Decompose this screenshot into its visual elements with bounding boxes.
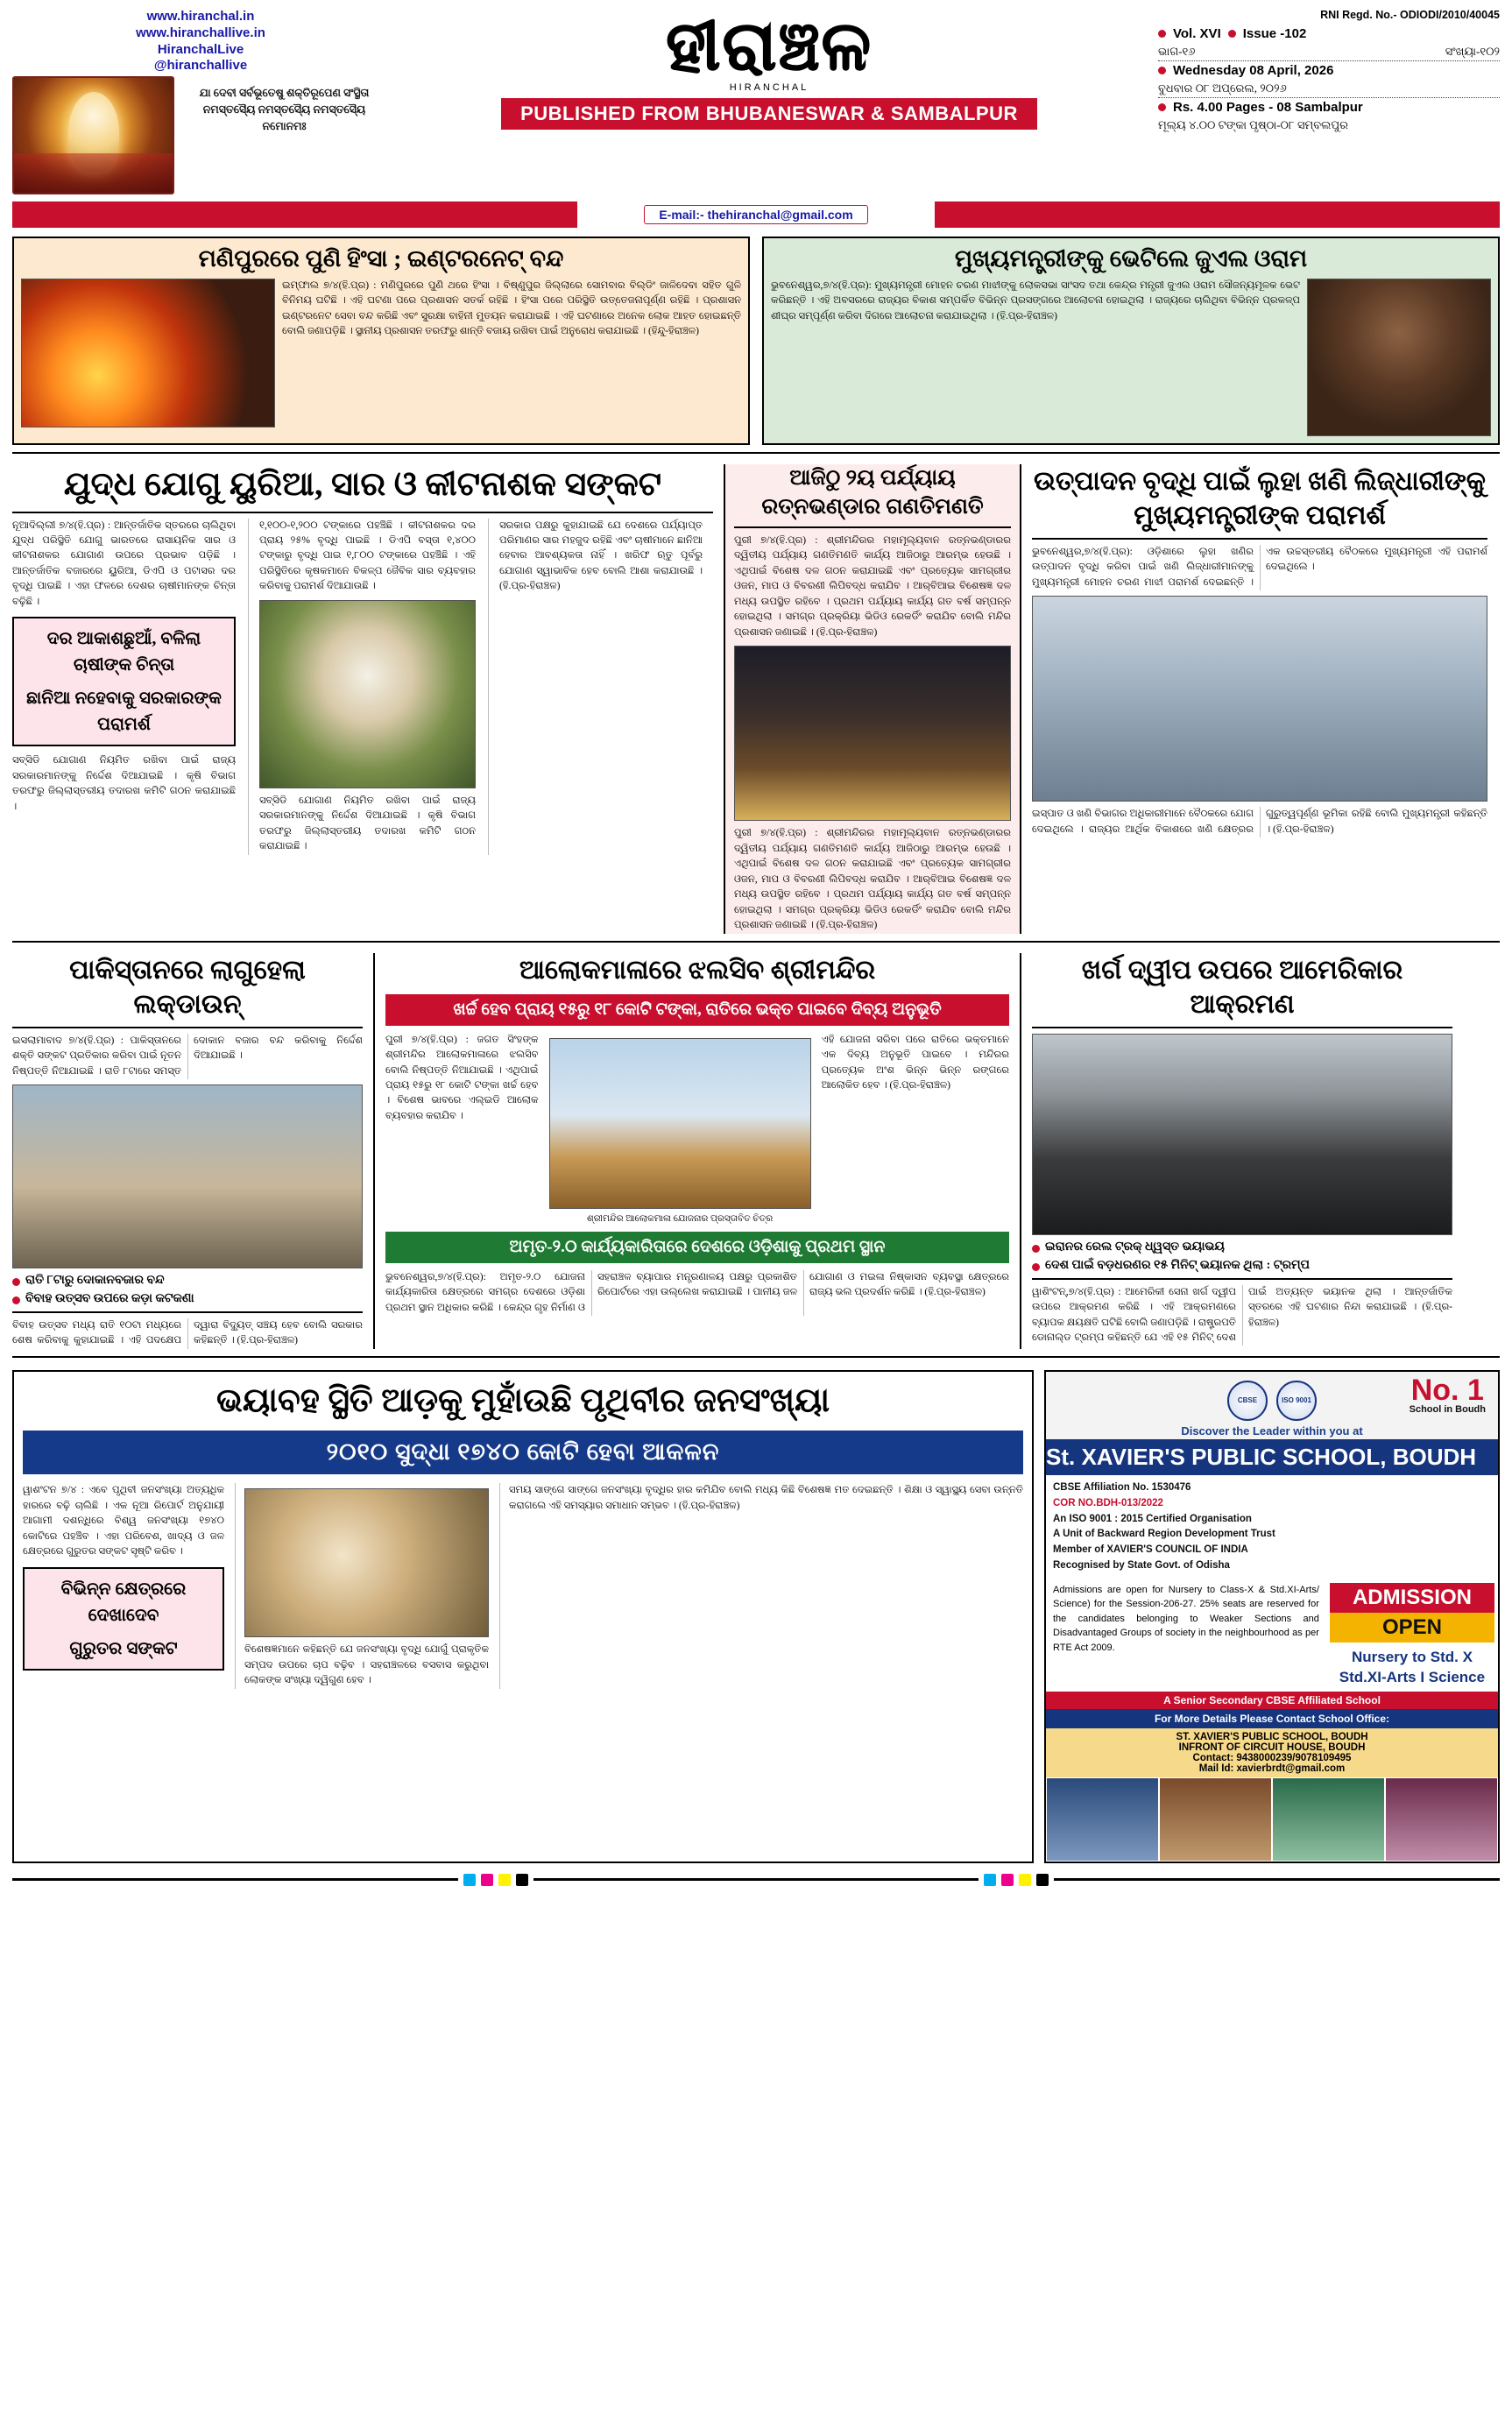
ad-photo-1	[1046, 1777, 1159, 1862]
bullet-icon	[1158, 67, 1166, 74]
lead-sidebox	[12, 617, 236, 746]
bullet-icon	[12, 1296, 20, 1304]
divider	[12, 1027, 363, 1028]
story-manipur	[12, 237, 750, 445]
iron-body-1: ଭୁବନେଶ୍ୱର,୭/୪(ହି.ପ୍ର): ଓଡ଼ିଶାରେ ଲୁହା ଖଣିର ଉତ୍ପାଦନ ବୃଦ୍ଧି କରିବା ପାଇଁ ଖଣି ଲିଜ୍‌ଧାରୀମାନଙ୍କୁ ମୁଖ୍ୟମନ୍ତ୍ରୀ ମୋହନ ଚରଣ ମାଝୀ ପରାମର୍ଶ ଦେଇଛନ୍ତି । ଏକ ଉଚ୍ଚସ୍ତରୀୟ ବୈଠକରେ ମୁଖ୍ୟମନ୍ତ୍ରୀ ଏହି ପରାମର୍ଶ ଦେଇଥିଲେ ।	[1032, 547, 1487, 588]
ad-no1-sub: School in Boudh	[1409, 1403, 1486, 1415]
ad-senior-secondary-badge: A Senior Secondary CBSE Affiliated School	[1046, 1692, 1498, 1709]
ad-admissions-text: Admissions are open for Nursery to Class-X & Std.XI-Arts/ Science) for the Session-206-27. 25% seats are reserved for the candidates belonging to Weaker Sections and Disadvantaged Groups of society in the neighbourhood as per RTE Act 2009.	[1053, 1584, 1319, 1653]
link-hiranchallive[interactable]: HiranchalLive	[157, 41, 244, 57]
main-content-row	[12, 464, 1500, 934]
divider	[12, 941, 1500, 943]
pakistan-body-1: ଇସଲାମାବାଦ ୭/୪(ହି.ପ୍ର) : ପାକିସ୍ତାନରେ ଶକ୍ତି ସଙ୍କଟ ପ୍ରତିକାର କରିବା ପାଇଁ ନୂତନ ନିଷ୍ପତ୍ତି ନିଆଯାଇଛି । ରାତି ୮ଟାରେ ସମସ୍ତ ଦୋକାନ ବଜାର ବନ୍ଦ କରିବାକୁ ନିର୍ଦ୍ଦେଶ ଦିଆଯାଇଛି ।	[12, 1035, 363, 1077]
ad-photo-4	[1385, 1777, 1498, 1862]
bottom-row	[12, 1370, 1500, 1863]
iron-headline: ଉତ୍ପାଦନ ବୃଦ୍ଧି ପାଇଁ ଲୁହା ଖଣି ଲିଜ୍‌ଧାରୀଙ୍କୁ ମୁଖ୍ୟମନ୍ତ୍ରୀଙ୍କ ପରାମର୍ଶ	[1034, 467, 1486, 530]
date-odia-row	[1158, 80, 1500, 97]
website-links[interactable]	[12, 9, 389, 74]
ad-course-line1: Nursery to Std. X	[1351, 1648, 1473, 1665]
cmyk-yellow-swatch	[498, 1874, 511, 1886]
ad-recognised: Recognised by State Govt. of Odisha	[1053, 1559, 1230, 1571]
bullet-icon	[1158, 30, 1166, 38]
rni-number: RNI Regd. No.- ODIODI/2010/40045	[1320, 9, 1500, 21]
fertilizer-photo	[259, 600, 476, 788]
population-story	[12, 1370, 1034, 1863]
cm-meeting-photo	[1032, 596, 1487, 802]
lead-col-1: ନୂଆଦିଲ୍ଲୀ ୭/୪(ହି.ପ୍ର) : ଆନ୍ତର୍ଜାତିକ ସ୍ତରରେ ଚାଲିଥିବା ଯୁଦ୍ଧ ପରିସ୍ଥିତି ଯୋଗୁ ଭାରତରେ ରାସାୟନିକ ସାର ଓ କୀଟନାଶକର ଯୋଗାଣ ଉପରେ ପ୍ରଭାବ ପଡ଼ିଛି । ଆନ୍ତର୍ଜାତିକ ବଜାରରେ ୟୁରିଆ, ଡିଏପି ଓ ପଟାସର ଦର ବୃଦ୍ଧି ପାଇଛି । ଏହା ଫଳରେ ଦେଶର ଚାଷୀମାନଙ୍କ ଚିନ୍ତା ବଢ଼ିଛି ।	[12, 519, 236, 607]
temple-photo-caption: ଶ୍ରୀମନ୍ଦିର ଆଲୋକମାଳା ଯୋଜନାର ପ୍ରସ୍ତାବିତ ଚିତ୍ର	[586, 1213, 774, 1224]
population-sidebox-line1: ବିଭିନ୍ନ କ୍ଷେତ୍ରରେ ଦେଖାଦେବ	[60, 1579, 187, 1625]
cmyk-magenta-swatch	[1001, 1874, 1014, 1886]
pakistan-headline: ପାକିସ୍ତାନରେ ଲାଗୁହେଲା ଲକ୍‌ଡାଉନ୍	[69, 955, 306, 1019]
iso-9001-icon: ISO 9001	[1276, 1381, 1317, 1421]
masthead-right	[1149, 9, 1500, 194]
ad-courses	[1330, 1642, 1494, 1688]
kharg-headline: ଖର୍ଗ ଦ୍ୱୀପ ଉପରେ ଆମେରିକାର ଆକ୍ରମଣ	[1081, 955, 1403, 1019]
cmyk-registration-strip	[12, 1874, 1500, 1886]
story-manipur-headline: ମଣିପୁରରେ ପୁଣି ହିଂସା ; ଇଣ୍ଟରନେଟ୍ ବନ୍ଦ	[198, 245, 564, 272]
ad-iso: An ISO 9001 : 2015 Certified Organisation	[1053, 1513, 1252, 1524]
jagannath-temple-photo	[549, 1038, 811, 1209]
newspaper-title: ହୀରାଞ୍ଚଳ	[666, 8, 873, 84]
ratna-body-bottom: ପୁରୀ ୭/୪(ହି.ପ୍ର) : ଶ୍ରୀମନ୍ଦିରର ମହାମୂଲ୍ୟବାନ ରତ୍ନଭଣ୍ଡାରର ଦ୍ୱିତୀୟ ପର୍ଯ୍ୟାୟ ଗଣତିମଣତି କାର୍ଯ୍ୟ ଆଜିଠାରୁ ଆରମ୍ଭ ହେଉଛି । ଏଥିପାଇଁ ବିଶେଷ ଦଳ ଗଠନ କରାଯାଇଛି ଏବଂ ପ୍ରତ୍ୟେକ ସାମଗ୍ରୀର ଓଜନ, ମାପ ଓ ବିବରଣୀ ଲିପିବଦ୍ଧ କରାଯିବ । ଆର୍‌ବିଆଇ ବିଶେଷଜ୍ଞ ଦଳ ମଧ୍ୟ ଉପସ୍ଥିତ ରହିବେ । ପ୍ରଥମ ପର୍ଯ୍ୟାୟ କାର୍ଯ୍ୟ ଗତ ବର୍ଷ ସମ୍ପନ୍ନ ହୋଇଥିଲା । ସମଗ୍ର ପ୍ରକ୍ରିୟା ଭିଡିଓ ରେକର୍ଡିଂ କରାଯିବ ବୋଲି ମନ୍ଦିର ପ୍ରଶାସନ ଜଣାଇଛି । (ହି.ପ୍ର-ହିରାଞ୍ଚଳ)	[734, 828, 1011, 931]
ad-cor-no: COR NO.BDH-013/2022	[1053, 1497, 1163, 1508]
pakistan-body-2: ବିବାହ ଉତ୍ସବ ମଧ୍ୟ ରାତି ୧୦ଟା ମଧ୍ୟରେ ଶେଷ କରିବାକୁ କୁହାଯାଇଛି । ଏହି ପଦକ୍ଷେପ ଦ୍ୱାରା ବିଦ୍ୟୁତ୍ ସଞ୍ଚୟ ହେବ ବୋଲି ସରକାର କହିଛନ୍ତି । (ହି.ପ୍ର-ହିରାଞ୍ଚଳ)	[12, 1319, 363, 1346]
kharg-bullet-1	[1032, 1240, 1452, 1254]
kharg-bullet-2-text: ଦେଶ ପାଇଁ ବଡ଼ଧରଣର ୧୫ ମିନିଟ୍ ଭୟାନକ ଥିଲା : ଟ୍ରମ୍ପ	[1045, 1258, 1311, 1272]
bullet-icon	[1032, 1245, 1040, 1253]
story-cm-meeting-body: ଭୁବନେଶ୍ୱର,୭/୪(ହି.ପ୍ର): ମୁଖ୍ୟମନ୍ତ୍ରୀ ମୋହନ ଚରଣ ମାଝୀଙ୍କୁ ଲୋକସଭା ସାଂସଦ ତଥା କେନ୍ଦ୍ର ମନ୍ତ୍ରୀ ଜୁଏଲ ଓରାମ ସୌଜନ୍ୟମୂଳକ ଭେଟ କରିଛନ୍ତି । ଏହି ଅବସରରେ ରାଜ୍ୟର ବିକାଶ ସମ୍ପର୍କିତ ବିଭିନ୍ନ ପ୍ରସଙ୍ଗରେ ଆଲୋଚନା ହୋଇଥିଲା । ରାଜ୍ୟରେ ଚାଲିଥିବା ବିଭିନ୍ନ ପ୍ରକଳ୍ପ ଶୀଘ୍ର ସମ୍ପୂର୍ଣ୍ଣ କରିବା ଦିଗରେ ଆଲୋଚନା କରାଯାଇଥିଲା । (ହି.ପ୍ର-ହିରାଞ୍ଚଳ)	[771, 280, 1300, 321]
ad-contact-line1: ST. XAVIER'S PUBLIC SCHOOL, BOUDH	[1176, 1731, 1368, 1742]
ratna-body-top: ପୁରୀ ୭/୪(ହି.ପ୍ର) : ଶ୍ରୀମନ୍ଦିରର ମହାମୂଲ୍ୟବାନ ରତ୍ନଭଣ୍ଡାରର ଦ୍ୱିତୀୟ ପର୍ଯ୍ୟାୟ ଗଣତିମଣତି କାର୍ଯ୍ୟ ଆଜିଠାରୁ ଆରମ୍ଭ ହେଉଛି । ଏଥିପାଇଁ ବିଶେଷ ଦଳ ଗଠନ କରାଯାଇଛି ଏବଂ ପ୍ରତ୍ୟେକ ସାମଗ୍ରୀର ଓଜନ, ମାପ ଓ ବିବରଣୀ ଲିପିବଦ୍ଧ କରାଯିବ । ଆର୍‌ବିଆଇ ବିଶେଷଜ୍ଞ ଦଳ ମଧ୍ୟ ଉପସ୍ଥିତ ରହିବେ । ପ୍ରଥମ ପର୍ଯ୍ୟାୟ କାର୍ଯ୍ୟ ଗତ ବର୍ଷ ସମ୍ପନ୍ନ ହୋଇଥିଲା । ସମଗ୍ର ପ୍ରକ୍ରିୟା ଭିଡିଓ ରେକର୍ଡିଂ କରାଯିବ ବୋଲି ମନ୍ଦିର ପ୍ରଶାସନ ଜଣାଇଛି । (ହି.ପ୍ର-ହିରାଞ୍ଚଳ)	[734, 535, 1011, 638]
link-hiranchallive-in[interactable]: www.hiranchallive.in	[136, 25, 265, 40]
bullet-icon	[1228, 30, 1236, 38]
population-blueband: ୨୦୧୦ ସୁଦ୍ଧା ୧୭୪୦ କୋଟି ହେବା ଆକଳନ	[23, 1431, 1023, 1474]
ad-contact-email[interactable]: Mail Id: xavierbrdt@gmail.com	[1198, 1763, 1346, 1774]
cmyk-cyan-swatch	[463, 1874, 476, 1886]
kharg-bullet-2	[1032, 1259, 1452, 1273]
attack-smoke-photo	[1032, 1034, 1452, 1235]
ratna-bhandar-story	[724, 464, 1021, 934]
issue-label-odia: ସଂଖ୍ୟା-୧୦୨	[1445, 45, 1500, 58]
amrit-body: ଭୁବନେଶ୍ୱର,୭/୪(ହି.ପ୍ର): ଅମୃତ-୨.୦ ଯୋଜନା କାର୍ଯ୍ୟକାରିତା କ୍ଷେତ୍ରରେ ସମଗ୍ର ଦେଶରେ ଓଡ଼ିଶା ପ୍ରଥମ ସ୍ଥାନ ଅଧିକାର କରିଛି । କେନ୍ଦ୍ର ଗୃହ ନିର୍ମାଣ ଓ ସହରାଞ୍ଚଳ ବ୍ୟାପାର ମନ୍ତ୍ରଣାଳୟ ପକ୍ଷରୁ ପ୍ରକାଶିତ ରିପୋର୍ଟରେ ଏହା ଉଲ୍ଲେଖ କରାଯାଇଛି । ପାନୀୟ ଜଳ ଯୋଗାଣ ଓ ମଇଳା ନିଷ୍କାସନ ବ୍ୟବସ୍ଥା କ୍ଷେତ୍ରରେ ରାଜ୍ୟ ଭଲ ପ୍ରଦର୍ଶନ କରିଛି । (ହି.ପ୍ର-ହିରାଞ୍ଚଳ)	[385, 1271, 1009, 1313]
story-cm-meeting	[762, 237, 1500, 445]
price-odia-row	[1158, 117, 1500, 134]
cmyk-magenta-swatch	[481, 1874, 493, 1886]
temple-body-2: ଏହି ଯୋଜନା ସରିବା ପରେ ରାତିରେ ଭକ୍ତମାନେ ଏକ ଦିବ୍ୟ ଅନୁଭୂତି ପାଇବେ । ମନ୍ଦିରର ପ୍ରତ୍ୟେକ ଅଂଶ ଭିନ୍ନ ଭିନ୍ନ ରଙ୍ଗରେ ଆଲୋକିତ ହେବ । (ହି.ପ୍ର-ହିରାଞ୍ଚଳ)	[821, 1034, 1009, 1091]
population-headline: ଭୟାବହ ସ୍ଥିତି ଆଡ଼କୁ ମୁହାଁଉଛି ପୃଥିବୀର ଜନସଂଖ୍ୟା	[215, 1381, 830, 1419]
bullet-icon	[12, 1278, 20, 1286]
footer-rule-right	[1054, 1878, 1500, 1881]
masthead-left	[12, 9, 389, 194]
amrit-greenband: ଅମୃତ-୨.୦ କାର୍ଯ୍ୟକାରିତାରେ ଦେଶରେ ଓଡ଼ିଶାକୁ ପ୍ରଥମ ସ୍ଥାନ	[385, 1232, 1009, 1263]
population-col-3: ସମୟ ସାଙ୍ଗେ ସାଙ୍ଗେ ଜନସଂଖ୍ୟା ବୃଦ୍ଧିର ହାର କମିଯିବ ବୋଲି ମଧ୍ୟ କିଛି ବିଶେଷଜ୍ଞ ମତ ଦେଇଛନ୍ତି । ଶିକ୍ଷା ଓ ସ୍ୱାସ୍ଥ୍ୟ ସେବା ଉନ୍ନତି କରାଗଲେ ଏହି ସମସ୍ୟାର ସମାଧାନ ସମ୍ଭବ । (ହି.ପ୍ର-ହିରାଞ୍ଚଳ)	[509, 1485, 1023, 1511]
ad-no1-text: No. 1	[1410, 1373, 1484, 1407]
school-advertisement[interactable]	[1044, 1370, 1500, 1863]
ad-admission-label: ADMISSION	[1330, 1583, 1494, 1613]
temple-headline: ଆଲୋକମାଳାରେ ଝଲସିବ ଶ୍ରୀମନ୍ଦିର	[519, 955, 876, 985]
cmyk-black-swatch	[516, 1874, 528, 1886]
ad-admission-block[interactable]	[1326, 1579, 1498, 1692]
footer-rule-left	[12, 1878, 458, 1881]
ratna-bhandar-photo	[734, 646, 1011, 821]
story-cm-meeting-headline: ମୁଖ୍ୟମନ୍ତ୍ରୀଙ୍କୁ ଭେଟିଲେ ଜୁଏଲ ଓରାମ	[954, 245, 1308, 272]
lead-sidebox-line2: ଛାନିଆ ନହେବାକୁ ସରକାରଙ୍କ ପରାମର୍ଶ	[26, 689, 222, 735]
goddess-image	[12, 76, 174, 194]
pakistan-bullet-1-text: ରାତି ୮ଟାରୁ ଦୋକାନବଜାର ବନ୍ଦ	[25, 1273, 165, 1287]
cmyk-yellow-swatch	[1019, 1874, 1031, 1886]
ad-contact-phone[interactable]: Contact: 9438000239/9078109495	[1192, 1752, 1352, 1763]
divider	[734, 526, 1011, 528]
ad-school-name: St. XAVIER'S PUBLIC SCHOOL, BOUDH	[1046, 1439, 1498, 1475]
kharg-bullet-1-text: ଇରାନର ରେଲ ଟ୍ରକ୍‌ ଧ୍ୱସ୍ତ ଭୟାଭୟ	[1045, 1240, 1225, 1254]
ad-photo-strip	[1046, 1777, 1498, 1862]
divider	[12, 512, 713, 513]
ad-tagline: Discover the Leader within you at	[1181, 1424, 1363, 1438]
ad-unit: A Unit of Backward Region Development Trust	[1053, 1529, 1275, 1540]
cmyk-cyan-swatch	[984, 1874, 996, 1886]
sanskrit-invocation: ଯା ଦେବୀ ସର୍ବଭୂତେଷୁ ଶକ୍ତିରୂପେଣ ସଂସ୍ଥିତା ନମସ୍ତସ୍ୟୈ ନମସ୍ତସ୍ୟୈ ନମସ୍ତସ୍ୟୈ ନମୋନମଃ	[199, 87, 370, 132]
masthead	[12, 9, 1500, 194]
cbse-logo-icon: CBSE	[1227, 1381, 1268, 1421]
lead-col-2b: ସବ୍‌ସିଡି ଯୋଗାଣ ନିୟମିତ ରଖିବା ପାଇଁ ରାଜ୍ୟ ସରକାରମାନଙ୍କୁ ନିର୍ଦ୍ଦେଶ ଦିଆଯାଇଛି । କୃଷି ବିଭାଗ ତରଫରୁ ଜିଲ୍ଲାସ୍ତରୀୟ ତଦାରଖ କମିଟି ଗଠନ କରାଯାଇଛି ।	[259, 795, 476, 852]
iron-body-2: ଇସ୍ପାତ ଓ ଖଣି ବିଭାଗର ଅଧିକାରୀମାନେ ବୈଠକରେ ଯୋଗ ଦେଇଥିଲେ । ରାଜ୍ୟର ଆର୍ଥିକ ବିକାଶରେ ଖଣି କ୍ଷେତ୍ରର ଗୁରୁତ୍ୱପୂର୍ଣ୍ଣ ଭୂମିକା ରହିଛି ବୋଲି ମୁଖ୍ୟମନ୍ତ୍ରୀ କହିଛନ୍ତି । (ହି.ପ୍ର-ହିରାଞ୍ଚଳ)	[1032, 809, 1487, 835]
masthead-center	[389, 9, 1149, 194]
date-odia: ବୁଧବାର ୦୮ ଅପ୍ରେଲ, ୨୦୨୬	[1158, 81, 1287, 95]
lead-col-2: ୧,୧୦୦-୧,୨୦୦ ଟଙ୍କାରେ ପହଞ୍ଚିଛି । କୀଟନାଶକର ଦର ପ୍ରାୟ ୨୫% ବୃଦ୍ଧି ପାଇଛି । ଡିଏପି ବସ୍ତା ୧,୪୦୦ ଟଙ୍କାରୁ ବୃଦ୍ଧି ପାଇ ୧,୮୦୦ ଟଙ୍କାରେ ପହଞ୍ଚିଛି । ଏହି ପରିସ୍ଥିତିରେ କୃଷକମାନେ ବିକଳ୍ପ ଜୈବିକ ସାର ବ୍ୟବହାର କରିବାକୁ ପରାମର୍ଶ ଦିଆଯାଉଛି ।	[259, 519, 476, 592]
pakistan-bullet-2	[12, 1292, 363, 1306]
story-manipur-body: ଇମ୍ଫାଲ ୭/୪(ହି.ପ୍ର) : ମଣିପୁରରେ ପୁଣି ଥରେ ହିଂସା । ବିଷ୍ଣୁପୁର ଜିଲ୍ଲାରେ ସୋମବାର ବିଲ୍‌ଡିଂ ଜାଳିଦେବା ସହିତ ଗୁଳି ବିନିମୟ ଘଟିଛି । ଏହି ଘଟଣା ପରେ ପ୍ରଶାସନ ସତର୍କ ରହିଛି । ହିଂସା ପରେ ପରିସ୍ଥିତି ଉତ୍ତେଜନାପୂର୍ଣ୍ଣ ରହିଛି । ପ୍ରଶାସନ ଇଣ୍ଟରନେଟ ସେବା ବନ୍ଦ କରିଛି ଏବଂ ସୁରକ୍ଷା ବାହିନୀ ମୁତୟନ କରାଯାଇଛି । ଏହି ଘଟଣାରେ ଅନେକ ଲୋକ ଆହତ ହୋଇଛନ୍ତି ବୋଲି ଜଣାପଡ଼ିଛି । ସ୍ଥାନୀୟ ପ୍ରଶାସନ ତରଫରୁ ଶାନ୍ତି ବଜାୟ ରଖିବା ପାଇଁ ଅନୁରୋଧ କରାଯାଇଛି । (ହିନ୍ଦୁ-ହିରାଞ୍ଚଳ)	[282, 280, 741, 336]
lead-story	[12, 464, 713, 934]
email-bar	[12, 201, 1500, 228]
ad-header	[1046, 1372, 1498, 1439]
date-english: Wednesday 08 April, 2026	[1173, 63, 1334, 78]
email-address[interactable]: E-mail:- thehiranchal@gmail.com	[644, 205, 867, 224]
divider	[1032, 1278, 1452, 1280]
ad-no1-badge	[1410, 1375, 1486, 1415]
ratna-headline-line1: ଆଜିଠୁ ୨ୟ ପର୍ଯ୍ୟାୟ	[789, 466, 956, 490]
issue-label: Issue -102	[1242, 26, 1307, 41]
pakistan-story	[12, 953, 363, 1349]
population-col-1: ୱାଶଂଟନ ୭/୪ : ଏବେ ପୃଥିବୀ ଜନସଂଖ୍ୟା ଅତ୍ୟଧିକ ହାରରେ ବଢ଼ି ଚାଲିଛି । ଏକ ନୂଆ ରିପୋର୍ଟ ଅନୁଯାୟୀ ଆଗାମୀ ଦଶନ୍ଧିରେ ବିଶ୍ୱ ଜନସଂଖ୍ୟା ୧୭୪୦ କୋଟିରେ ପହଞ୍ଚିବ । ଏହା ପରିବେଶ, ଖାଦ୍ୟ ଓ ଜଳ କ୍ଷେତ୍ରରେ ଗୁରୁତର ସଙ୍କଟ ସୃଷ୍ଟି କରିବ ।	[23, 1485, 224, 1558]
juel-oram-photo	[1307, 279, 1491, 436]
ad-contact-header: For More Details Please Contact School Office:	[1046, 1709, 1498, 1728]
bullet-icon	[1032, 1263, 1040, 1271]
ad-course-line2: Std.XI-Arts I Science	[1339, 1668, 1486, 1685]
divider	[1032, 538, 1487, 540]
ad-cbse-affiliation: CBSE Affiliation No. 1530476	[1053, 1481, 1191, 1493]
divider	[12, 1311, 363, 1313]
published-from-bar: PUBLISHED FROM BHUBANESWAR & SAMBALPUR	[501, 98, 1037, 130]
top-stories-row	[12, 237, 1500, 445]
population-sidebox	[23, 1567, 224, 1671]
lead-col-3: ସରକାର ପକ୍ଷରୁ କୁହାଯାଇଛି ଯେ ଦେଶରେ ପର୍ଯ୍ୟାପ୍ତ ପରିମାଣର ସାର ମହଜୁଦ ରହିଛି ଏବଂ ଚାଷୀମାନେ ଛାନିଆ ହେବାର ଆବଶ୍ୟକତା ନାହିଁ । ଖରିଫ ଋତୁ ପୂର୍ବରୁ ଯୋଗାଣ ସ୍ୱାଭାବିକ ହେବ ବୋଲି ଆଶା କରାଯାଉଛି । (ହି.ପ୍ର-ହିରାଞ୍ଚଳ)	[499, 519, 703, 592]
lead-headline: ଯୁଦ୍ଧ ଯୋଗୁ ୟୁରିଆ, ସାର ଓ କୀଟନାଶକ ସଙ୍କଟ	[63, 466, 662, 503]
price-pages-edition: Rs. 4.00 Pages - 08 Sambalpur	[1173, 100, 1363, 115]
link-twitter-handle[interactable]: @hiranchallive	[153, 58, 248, 74]
deity-block	[12, 76, 389, 194]
ad-contact-details[interactable]	[1046, 1728, 1498, 1777]
population-sidebox-line2: ଗୁରୁତର ସଙ୍କଟ	[69, 1638, 178, 1658]
ad-middle	[1046, 1579, 1498, 1692]
ratna-headline-line2: ରତ୍ନଭଣ୍ଡାର ଗଣତିମଣତି	[761, 494, 984, 519]
pakistan-bullet-1	[12, 1274, 363, 1288]
pakistan-bullet-2-text: ବିବାହ ଉତ୍ସବ ଉପରେ କଡ଼ା କଟକଣା	[25, 1291, 194, 1305]
ad-photo-2	[1159, 1777, 1272, 1862]
temple-redband: ଖର୍ଚ୍ଚ ହେବ ପ୍ରାୟ ୧୫ରୁ ୧୮ କୋଟି ଟଙ୍କା, ରାତିରେ ଭକ୍ତ ପାଇବେ ଦିବ୍ୟ ଅନୁଭୂତି	[385, 994, 1009, 1026]
bullet-icon	[1158, 103, 1166, 111]
iron-ore-story	[1032, 464, 1487, 934]
lead-sidebox-line1: ଦର ଆକାଶଛୁଆଁ, ବଳିଲା ଚାଷୀଙ୍କ ଚିନ୍ତା	[46, 629, 201, 675]
temple-illumination-story	[373, 953, 1021, 1349]
divider	[12, 1356, 1500, 1358]
pakistan-street-photo	[12, 1084, 363, 1268]
ad-contact-line2: INFRONT OF CIRCUIT HOUSE, BOUDH	[1178, 1741, 1366, 1753]
second-content-row	[12, 953, 1500, 1349]
ad-open-label: OPEN	[1330, 1613, 1494, 1642]
population-col-2: ବିଶେଷଜ୍ଞମାନେ କହିଛନ୍ତି ଯେ ଜନସଂଖ୍ୟା ବୃଦ୍ଧି ଯୋଗୁଁ ପ୍ରାକୃତିକ ସମ୍ପଦ ଉପରେ ଚାପ ବଢ଼ିବ । ସହରାଞ୍ଚଳରେ ବସବାସ କରୁଥିବା ଲୋକଙ୍କ ସଂଖ୍ୟା ଦ୍ୱିଗୁଣ ହେବ ।	[244, 1644, 489, 1686]
manipur-fire-photo	[21, 279, 275, 427]
footer-rule-mid	[533, 1878, 979, 1881]
link-hiranchal-in[interactable]: www.hiranchal.in	[146, 9, 255, 24]
kharg-body: ୱାଶିଂଟନ୍,୭/୪(ହି.ପ୍ର) : ଆମେରିକୀ ସେନା ଖର୍ଗ ଦ୍ୱୀପ ଉପରେ ଆକ୍ରମଣ କରିଛି । ଏହି ଆକ୍ରମଣରେ ବ୍ୟାପକ କ୍ଷୟକ୍ଷତି ଘଟିଛି ବୋଲି ଜଣାପଡ଼ିଛି । ରାଷ୍ଟ୍ରପତି ଡୋନାଲ୍ଡ ଟ୍ରମ୍ପ କହିଛନ୍ତି ଯେ ଏହି ୧୫ ମିନିଟ୍ ଦେଶ ପାଇଁ ଅତ୍ୟନ୍ତ ଭୟାନକ ଥିଲା । ଆନ୍ତର୍ଜାତିକ ସ୍ତରରେ ଏହି ଘଟଣାର ନିନ୍ଦା କରାଯାଇଛି । (ହି.ପ୍ର-ହିରାଞ୍ଚଳ)	[1032, 1286, 1452, 1343]
cmyk-black-swatch	[1036, 1874, 1049, 1886]
kharg-dwip-story	[1032, 953, 1452, 1349]
lead-col-1b: ସବ୍‌ସିଡି ଯୋଗାଣ ନିୟମିତ ରଖିବା ପାଇଁ ରାଜ୍ୟ ସରକାରମାନଙ୍କୁ ନିର୍ଦ୍ଦେଶ ଦିଆଯାଇଛି । କୃଷି ବିଭାଗ ତରଫରୁ ଜିଲ୍ଲାସ୍ତରୀୟ ତଦାରଖ କମିଟି ଗଠନ କରାଯାଇଛି ।	[12, 755, 236, 812]
volume-label-odia: ଭାଗ-୧୬	[1158, 45, 1196, 58]
temple-body-1: ପୁରୀ ୭/୪(ହି.ପ୍ର) : ଜଗତ ସିଂହଙ୍କ ଶ୍ରୀମନ୍ଦିର ଆଲୋକମାଳାରେ ଝଲସିବ ବୋଲି ନିଷ୍ପତ୍ତି ନିଆଯାଇଛି । ଏଥିପାଇଁ ପ୍ରାୟ ୧୫ରୁ ୧୮ କୋଟି ଟଙ୍କା ଖର୍ଚ୍ଚ ହେବ । ବିଶେଷ ଭାବରେ ଏଲ୍‌ଇଡି ଆଲୋକ ବ୍ୟବହାର କରାଯିବ ।	[385, 1034, 539, 1121]
divider	[1032, 1027, 1452, 1028]
price-pages-edition-odia: ମୂଲ୍ୟ ୪.୦୦ ଟଙ୍କା ପୃଷ୍ଠା-୦୮ ସମ୍ବଲପୁର	[1158, 118, 1348, 131]
newspaper-title-roman: HIRANCHAL	[729, 82, 809, 93]
world-population-map	[244, 1488, 489, 1637]
volume-label: Vol. XVI	[1173, 26, 1221, 41]
ad-credentials	[1046, 1475, 1498, 1579]
ad-photo-3	[1272, 1777, 1385, 1862]
divider	[12, 452, 1500, 454]
ad-member: Member of XAVIER'S COUNCIL OF INDIA	[1053, 1544, 1248, 1556]
